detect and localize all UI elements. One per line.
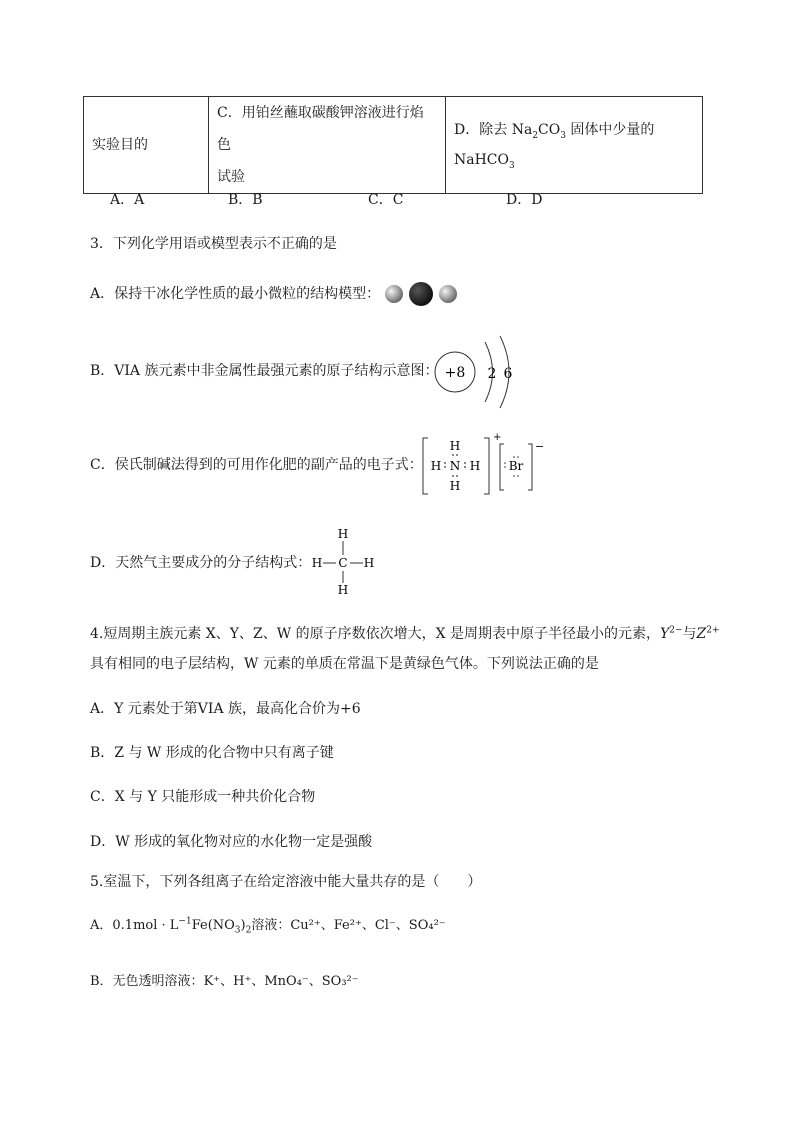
q5-a-solution: 溶液： (251, 918, 291, 933)
q4-y-symbol: Y (660, 626, 670, 642)
q4-stem-line1 (90, 624, 720, 644)
q2-option-a: A．A (110, 192, 145, 208)
q5-a-fe: Fe(NO (191, 918, 235, 933)
table-cell-d-text (454, 122, 655, 171)
d-mid: 固体中少量的 (570, 122, 655, 138)
d-na: Na (511, 122, 533, 138)
table-header-cell (84, 97, 209, 194)
bromide-charge: − (535, 440, 545, 453)
q3-option-a: A．保持干冰化学性质的最小微粒的结构模型： (90, 286, 381, 302)
table-header-label: 实验目的 (92, 137, 148, 153)
methane-h-bottom: H (337, 583, 349, 597)
q5-a-sub2: 2 (245, 925, 252, 936)
h-bottom: H (449, 479, 461, 493)
h-top: H (449, 439, 461, 453)
q5-a-sub3: 3 (234, 925, 241, 936)
q4-stem-line2: 具有相同的电子层结构，W 元素的单质在常温下是黄绿色气体。下列说法正确的是 (90, 656, 599, 672)
q5-b-prefix: B．无色透明溶液： (90, 974, 204, 989)
d-sub-3: 3 (560, 130, 566, 141)
carbon-atom (409, 282, 433, 306)
bracket-left-1 (423, 438, 428, 494)
methane-c: C (338, 556, 348, 570)
oxygen-atom-left (385, 285, 403, 303)
oxygen-atom-right (439, 285, 457, 303)
q3-option-b: B．VIA 族元素中非金属性最强元素的原子结构示意图： (90, 363, 439, 379)
d-sub-2: 2 (532, 130, 539, 141)
d-sub-3b: 3 (509, 160, 515, 171)
q5-option-a: A．$0.1mol \cdot L^{-1}Fe(NO_3)_2$溶液：Cu²⁺、Fe²⁺、Cl⁻、SO₄²⁻ (90, 916, 446, 936)
table-cell-c-line2: 试验 (217, 169, 245, 185)
q4-z-symbol: Z (696, 626, 707, 642)
h-left: H (430, 459, 442, 473)
oxygen-atom-structure-diagram (430, 334, 520, 410)
d-co: CO (538, 122, 561, 138)
q4-option-d: D．W 形成的氧化物对应的水化物一定是强酸 (90, 834, 373, 850)
q4-stem-line1-text: 4.短周期主族元素 X、Y、Z、W 的原子序数依次增大，X 是周期表中原子半径最小的元素， (90, 626, 660, 642)
q2-option-d: D．D (506, 192, 543, 208)
d-nahco: NaHCO (454, 152, 509, 168)
shell-1-electrons: 2 (487, 366, 497, 382)
bracket-left-2 (500, 444, 504, 490)
q4-option-a: A．Y 元素处于第VIA 族，最高化合价为+6 (90, 701, 361, 717)
q2-option-b: B．B (228, 192, 263, 208)
q5-a-concentration: 0.1mol · L (112, 918, 179, 933)
ammonium-charge: + (493, 432, 502, 443)
q5-a-prefix: A． (90, 918, 113, 933)
q4-option-b: B．Z 与 W 形成的化合物中只有离子键 (90, 745, 334, 761)
d-pre: D．除去 (454, 122, 508, 138)
q3-option-c: C．侯氏制碱法得到的可用作化肥的副产品的电子式： (90, 457, 423, 473)
q5-option-b (90, 972, 359, 992)
methane-h-left: H (311, 556, 323, 570)
methane-structure-formula (308, 526, 378, 598)
nucleus-charge: +8 (444, 365, 466, 381)
q5-a-exponent: −1 (178, 916, 192, 927)
bracket-right-1 (484, 438, 489, 494)
table-cell-d (446, 97, 703, 194)
co2-ball-model-image (382, 281, 462, 307)
experiment-table (83, 96, 703, 194)
q2-option-c: C．C (368, 192, 404, 208)
nh4br-electron-formula (418, 430, 548, 502)
table-cell-c-line1: C．用铂丝蘸取碳酸钾溶液进行焰色 (217, 105, 424, 153)
q3-stem: 3．下列化学用语或模型表示不正确的是 (90, 236, 337, 252)
bracket-right-2 (528, 444, 532, 490)
q4-y-charge: 2− (669, 625, 683, 636)
q5-stem: 5.室温下，下列各组离子在给定溶液中能大量共存的是（ ） (90, 874, 482, 890)
q5-a-ions: Cu²⁺、Fe²⁺、Cl⁻、SO₄²⁻ (290, 918, 446, 933)
table-cell-c (209, 97, 446, 194)
q3-option-d: D．天然气主要成分的分子结构式： (90, 555, 312, 571)
q5-b-ions: K⁺、H⁺、MnO₄⁻、SO₃²⁻ (203, 974, 359, 989)
methane-h-top: H (337, 527, 349, 541)
n-center: N (449, 459, 461, 473)
br-symbol: Br (508, 459, 524, 473)
q4-option-c: C．X 与 Y 只能形成一种共价化合物 (90, 789, 316, 805)
h-right: H (469, 459, 481, 473)
q4-with: 与 (682, 626, 697, 642)
methane-h-right: H (363, 556, 375, 570)
q4-z-charge: 2+ (706, 625, 720, 636)
shell-2-electrons: 6 (503, 366, 513, 382)
